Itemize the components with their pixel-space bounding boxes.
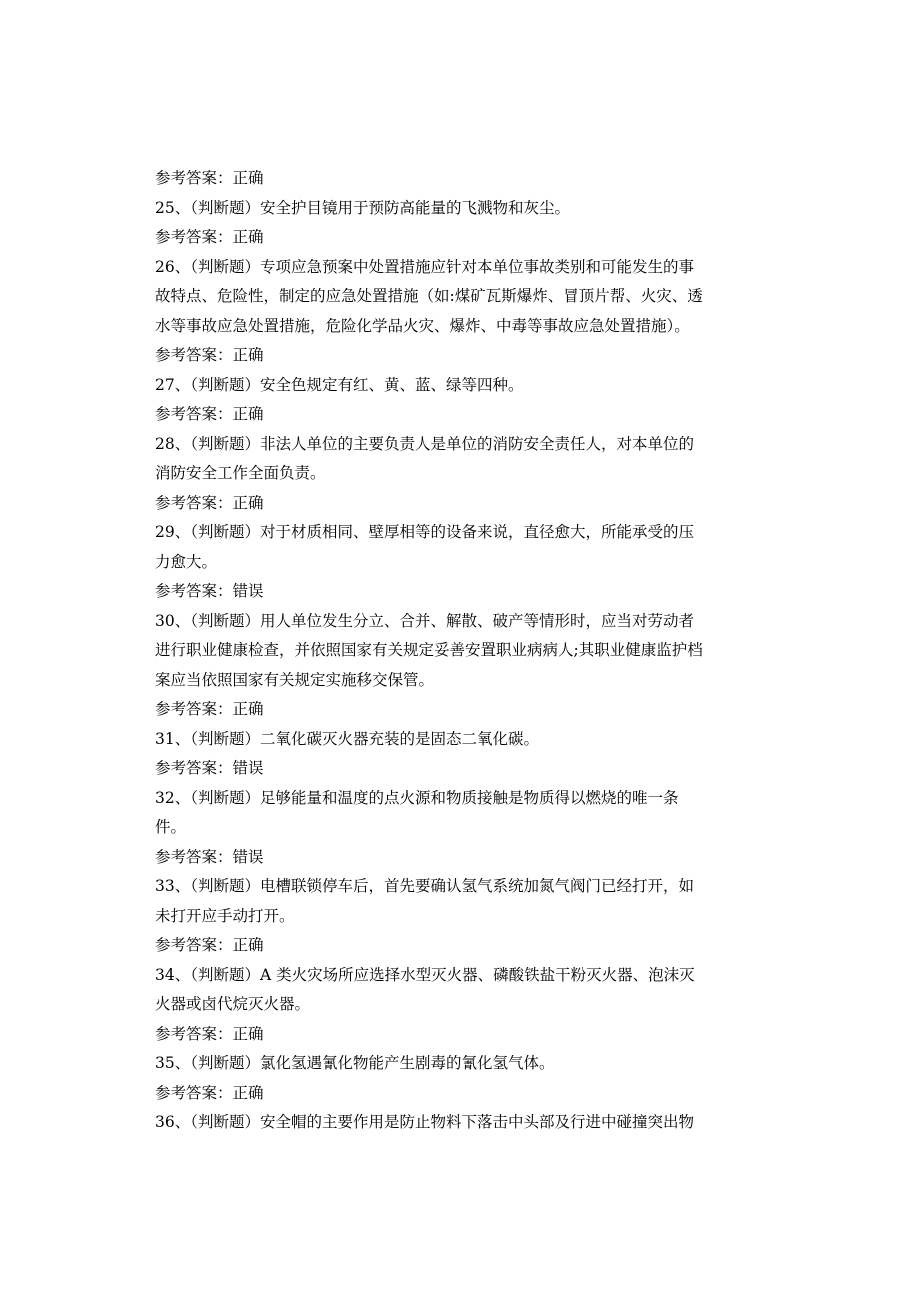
question-line: 28、（判断题）非法人单位的主要负责人是单位的消防安全责任人，对本单位的	[155, 434, 694, 453]
answer-line: 参考答案：正确	[155, 228, 264, 246]
question-line: 27、（判断题）安全色规定有红、黄、蓝、绿等四种。	[155, 375, 524, 394]
answer-line: 参考答案：正确	[155, 493, 264, 512]
question-line: 31、（判断题）二氧化碳灭火器充装的是固态二氧化碳。	[155, 729, 539, 748]
question-line: 29、（判断题）对于材质相同、壁厚相等的设备来说，直径愈大，所能承受的压	[155, 523, 694, 541]
question-continuation-line: 消防安全工作全面负责。	[155, 464, 326, 482]
answer-line: 参考答案：错误	[155, 759, 264, 777]
question-line: 33、（判断题）电槽联锁停车后，首先要确认氢气系统加氮气阀门已经打开，如	[155, 877, 694, 895]
question-line: 36、（判断题）安全帽的主要作用是防止物料下落击中头部及行进中碰撞突出物	[155, 1113, 694, 1131]
question-line: 26、（判断题）专项应急预案中处置措施应针对本单位事故类别和可能发生的事	[155, 257, 694, 276]
question-continuation-line: 案应当依照国家有关规定实施移交保管。	[155, 670, 435, 689]
answer-line: 参考答案：正确	[155, 169, 264, 187]
question-line: 25、（判断题）安全护目镜用于预防高能量的飞溅物和灰尘。	[155, 198, 570, 217]
question-continuation-line: 力愈大。	[155, 552, 218, 571]
question-continuation-line: 故特点、危险性，制定的应急处置措施（如:煤矿瓦斯爆炸、冒顶片帮、火灾、透	[155, 287, 703, 305]
answer-line: 参考答案：正确	[155, 1083, 264, 1102]
question-line: 30、（判断题）用人单位发生分立、合并、解散、破产等情形时，应当对劳动者	[155, 611, 694, 630]
answer-line: 参考答案：错误	[155, 582, 264, 600]
document-body	[155, 164, 765, 1138]
question-line: 35、（判断题）氯化氢遇氰化物能产生剧毒的氰化氢气体。	[155, 1054, 555, 1072]
answer-line: 参考答案：正确	[155, 1024, 264, 1043]
answer-line: 参考答案：正确	[155, 936, 264, 954]
answer-line: 参考答案：错误	[155, 847, 264, 866]
answer-line: 参考答案：正确	[155, 405, 264, 423]
question-continuation-line: 件。	[155, 818, 187, 836]
question-continuation-line: 水等事故应急处置措施，危险化学品火灾、爆炸、中毒等事故应急处置措施）。	[155, 316, 690, 335]
question-line: 32、（判断题）足够能量和温度的点火源和物质接触是物质得以燃烧的唯一条	[155, 788, 679, 807]
question-continuation-line: 进行职业健康检查，并依照国家有关规定妥善安置职业病病人;其职业健康监护档	[155, 641, 703, 659]
answer-line: 参考答案：正确	[155, 346, 264, 364]
question-continuation-line: 火器或卤代烷灭火器。	[155, 995, 311, 1013]
answer-line: 参考答案：正确	[155, 700, 264, 718]
question-line: 34、（判断题）A 类火灾场所应选择水型灭火器、磷酸铁盐干粉灭火器、泡沫灭	[155, 965, 695, 984]
question-continuation-line: 未打开应手动打开。	[155, 906, 295, 925]
